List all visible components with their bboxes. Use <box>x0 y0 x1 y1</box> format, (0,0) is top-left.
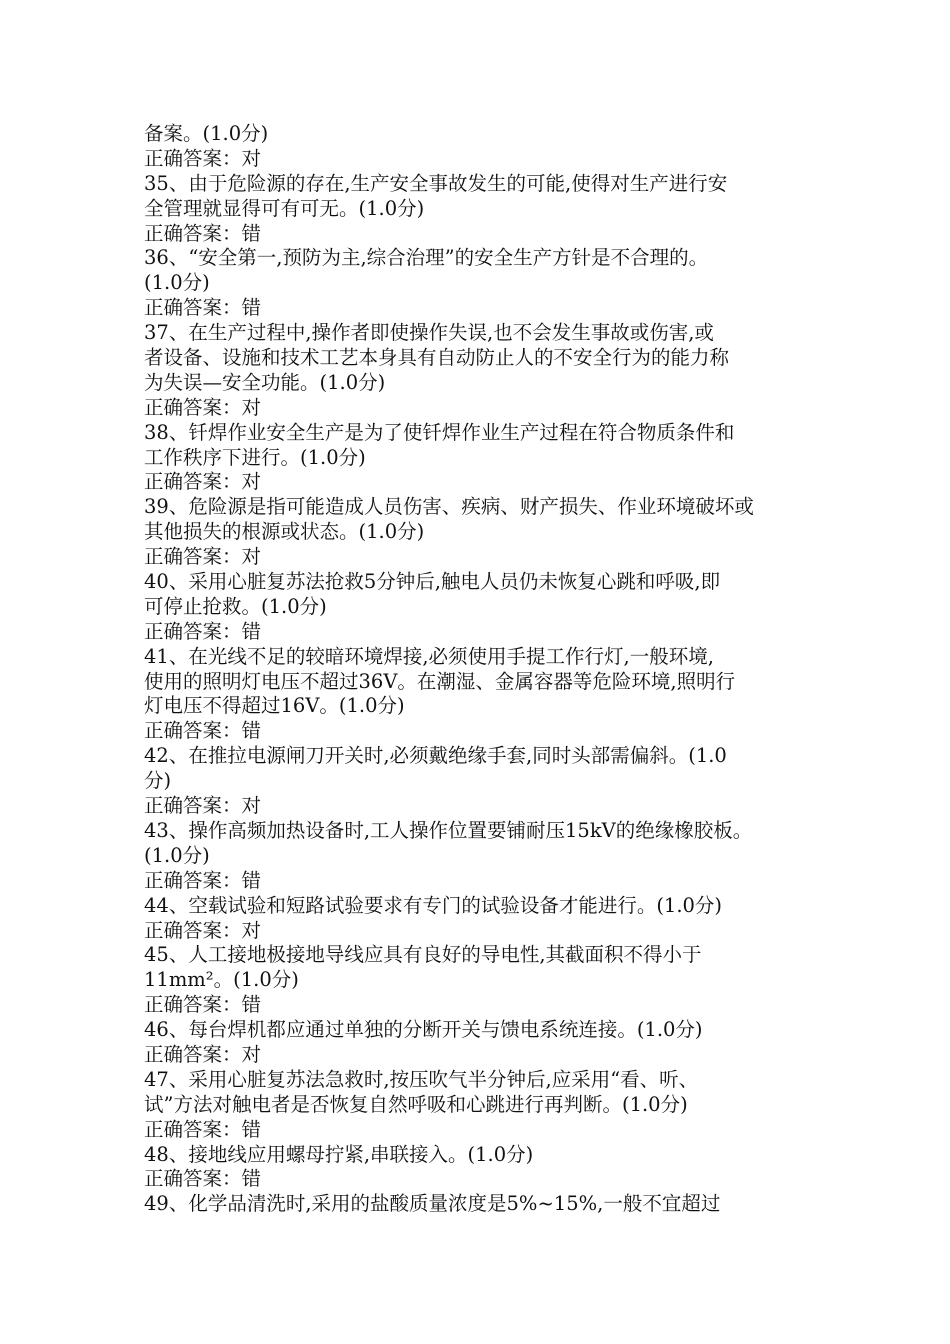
question-46-line: 46、每台焊机都应通过单独的分断开关与馈电系统连接。(1.0分) <box>144 1018 703 1042</box>
text-line: 备案。(1.0分) <box>144 122 269 145</box>
question-45-line: 11mm²。(1.0分) <box>144 968 299 992</box>
question-41-line: 使用的照明灯电压不超过36V。在潮湿、金属容器等危险环境,照明行 <box>144 669 736 693</box>
answer-line: 正确答案：错 <box>144 868 262 892</box>
question-47-line: 47、采用心脏复苏法急救时,按压吹气半分钟后,应采用“看、听、 <box>144 1067 699 1091</box>
question-35-line: 35、由于危险源的存在,生产安全事故发生的可能,使得对生产进行安 <box>144 171 728 195</box>
answer-line: 正确答案：错 <box>144 993 262 1017</box>
question-37-line: 37、在生产过程中,操作者即使操作失误,也不会发生事故或伤害,或 <box>144 321 714 345</box>
question-39-line: 39、危险源是指可能造成人员伤害、疾病、财产损失、作业环境破坏或 <box>144 495 754 519</box>
answer-line: 正确答案：对 <box>144 146 262 170</box>
question-35-line: 全管理就显得可有可无。(1.0分) <box>144 196 425 220</box>
question-43-line: (1.0分) <box>144 843 210 867</box>
question-36-line: 36、“安全第一,预防为主,综合治理”的安全生产方针是不合理的。 <box>144 246 709 270</box>
answer-line: 正确答案：错 <box>144 221 262 245</box>
document-page <box>144 122 834 1217</box>
answer-line: 正确答案：对 <box>144 395 262 419</box>
question-42-line: 42、在推拉电源闸刀开关时,必须戴绝缘手套,同时头部需偏斜。(1.0 <box>144 744 727 768</box>
question-40-line: 40、采用心脏复苏法抢救5分钟后,触电人员仍未恢复心跳和呼吸,即 <box>144 570 721 594</box>
question-40-line: 可停止抢救。(1.0分) <box>144 594 327 618</box>
answer-line: 正确答案：错 <box>144 719 262 743</box>
question-38-line: 工作秩序下进行。(1.0分) <box>144 445 366 469</box>
question-37-line: 为失误—安全功能。(1.0分) <box>144 370 386 394</box>
question-45-line: 45、人工接地极接地导线应具有良好的导电性,其截面积不得小于 <box>144 943 702 967</box>
question-43-line: 43、操作高频加热设备时,工人操作位置要铺耐压15kV的绝缘橡胶板。 <box>144 818 753 842</box>
question-37-line: 者设备、设施和技术工艺本身具有自动防止人的不安全行为的能力称 <box>144 346 730 370</box>
answer-line: 正确答案：错 <box>144 1117 262 1141</box>
answer-line: 正确答案：对 <box>144 545 262 569</box>
question-44-line: 44、空载试验和短路试验要求有专门的试验设备才能进行。(1.0分) <box>144 893 723 917</box>
question-39-line: 其他损失的根源或状态。(1.0分) <box>144 520 425 544</box>
answer-line: 正确答案：错 <box>144 1167 262 1191</box>
question-47-line: 试”方法对触电者是否恢复自然呼吸和心跳进行再判断。(1.0分) <box>144 1092 688 1116</box>
answer-line: 正确答案：错 <box>144 296 262 320</box>
question-48-line: 48、接地线应用螺母拧紧,串联接入。(1.0分) <box>144 1142 534 1166</box>
answer-line: 正确答案：对 <box>144 794 262 818</box>
question-41-line: 灯电压不得超过16V。(1.0分) <box>144 694 405 718</box>
question-42-line: 分) <box>144 769 172 793</box>
answer-line: 正确答案：对 <box>144 918 262 942</box>
answer-line: 正确答案：错 <box>144 619 262 643</box>
question-38-line: 38、钎焊作业安全生产是为了使钎焊作业生产过程在符合物质条件和 <box>144 420 735 444</box>
question-41-line: 41、在光线不足的较暗环境焊接,必须使用手提工作行灯,一般环境, <box>144 644 714 668</box>
question-49-line: 49、化学品清洗时,采用的盐酸质量浓度是5%~15%,一般不宜超过 <box>144 1192 721 1216</box>
answer-line: 正确答案：对 <box>144 470 262 494</box>
answer-line: 正确答案：对 <box>144 1042 262 1066</box>
question-36-line: (1.0分) <box>144 271 210 295</box>
